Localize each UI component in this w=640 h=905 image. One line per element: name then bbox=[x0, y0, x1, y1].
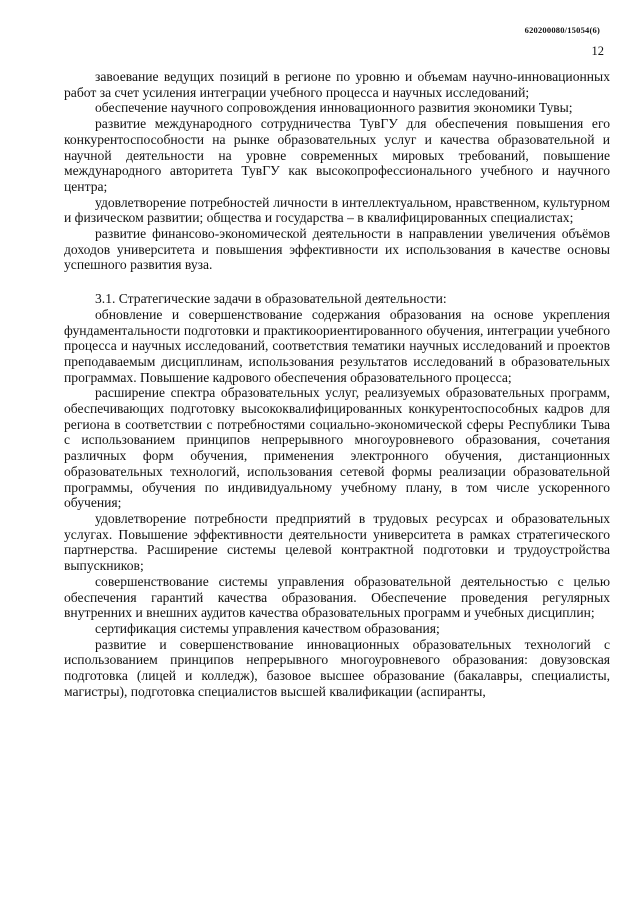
paragraph: развитие финансово-экономической деятельности в направлении увеличения объёмов доходов университета и повышения эффективности их использования в качестве основы успешного развития вуза. bbox=[64, 226, 610, 273]
paragraph: обеспечение научного сопровождения инновационного развития экономики Тувы; bbox=[95, 100, 573, 116]
paragraph: завоевание ведущих позиций в регионе по уровню и объемам научно-инновационных работ за счет усиления интеграции учебного процесса и научных исследований; bbox=[64, 69, 610, 100]
page-number: 12 bbox=[591, 44, 604, 58]
section-heading: 3.1. Стратегические задачи в образовательной деятельности: bbox=[95, 291, 447, 307]
paragraph: совершенствование системы управления образовательной деятельностью с целью обеспечения гарантий качества образования. Обеспечение проведения регулярных внутренних и внешних аудитов качества образовательных программ и учебных дисциплин; bbox=[64, 573, 610, 621]
paragraph: сертификация системы управления качеством образования; bbox=[95, 620, 440, 636]
paragraph: удовлетворение потребности предприятий в трудовых ресурсах и образовательных услугах. Повышение эффективности деятельности университета в рамках стратегического партнерства. Расширение системы целевой контрактной подготовки и трудоустройства выпускников; bbox=[64, 510, 610, 574]
document-body bbox=[64, 69, 610, 699]
paragraph: удовлетворение потребностей личности в интеллектуальном, нравственном, культурном и физическом развитии; общества и государства – в квалифицированных специалистах; bbox=[64, 194, 610, 226]
document-code: 620200080/15054(6) bbox=[524, 25, 600, 35]
paragraph: развитие и совершенствование инновационных образовательных технологий с использованием принципов непрерывного многоуровневого образования: довузовская подготовка (лицей и колледж), базовое высшее образование (бакалавры, специалисты, магистры), подготовка специалистов высшей квалификации (аспиранты, bbox=[64, 636, 610, 699]
paragraph: обновление и совершенствование содержания образования на основе укрепления фундаментальности подготовки и практикоориентированного обучения, интеграции учебного процесса и научных исследований, соответствия тематики научных исследований и проектов преподаваемым дисциплинам, использования результатов исследований в образовательных программах. Повышение кадрового обеспечения образовательного процесса; bbox=[64, 306, 610, 385]
paragraph: развитие международного сотрудничества ТувГУ для обеспечения повышения его конкурентоспособности на рынке образовательных услуг и качества образовательной и научной деятельности на уровне современных мировых требований, повышение международного авторитета ТувГУ как высокопрофессионального учебного и научного центра; bbox=[64, 116, 610, 194]
paragraph: расширение спектра образовательных услуг, реализуемых образовательных программ, обеспечивающих подготовку высококвалифицированных конкурентоспособных кадров для региона в соответствии с потребностями социально-экономической сферы Республики Тыва с использованием принципов непрерывного многоуровневого образования, сочетания различных форм обучения, применения электронного обучения, дистанционных образовательных технологий, использования сетевой формы реализации образовательной программы, обучения по индивидуальному учебному плану, в том числе ускоренного обучения; bbox=[64, 385, 610, 511]
